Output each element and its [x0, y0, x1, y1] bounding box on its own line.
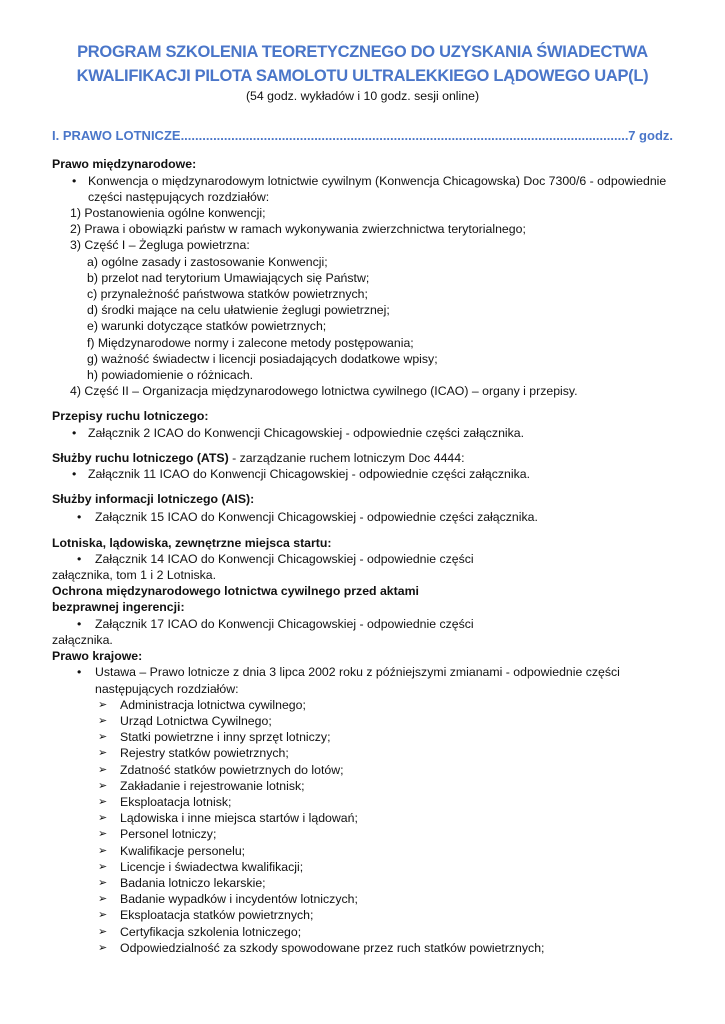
chapter-item: ➢ Badanie wypadków i incydentów lotniczych; [52, 891, 673, 907]
subtitle: (54 godz. wykładów i 10 godz. sesji online) [245, 89, 480, 103]
list-item: • Załącznik 17 ICAO do Konwencji Chicagowskiej - odpowiednie części [52, 616, 673, 632]
lettered-item: d) środki mające na celu ułatwienie żeglugi powietrznej; [87, 303, 390, 318]
section-heading [52, 128, 673, 144]
heading-line: Ochrona międzynarodowego lotnictwa cywilnego przed aktami [52, 584, 419, 599]
list-item-continuation: załącznika. [52, 632, 113, 647]
heading-security [52, 583, 673, 615]
heading-rules: Przepisy ruchu lotniczego: [52, 409, 209, 424]
lettered-item: f) Międzynarodowe normy i zalecone metody postępowania; [87, 335, 414, 350]
chapter-item: ➢ Kwalifikacje personelu; [52, 843, 673, 859]
chapter-item: ➢ Administracja lotnictwa cywilnego; [52, 697, 673, 713]
heading-intl: Prawo międzynarodowe: [52, 157, 197, 172]
title-line: PROGRAM SZKOLENIA TEORETYCZNEGO DO UZYSKANIA ŚWIADECTWA [77, 43, 648, 61]
list-item: • Załącznik 2 ICAO do Konwencji Chicagowskiej - odpowiednie części załącznika. [52, 425, 673, 441]
heading-ats-bold: Służby ruchu lotniczego (ATS) [52, 450, 229, 465]
section-label: I. PRAWO LOTNICZE [52, 128, 181, 144]
lettered-item: h) powiadomienie o różnicach. [87, 368, 254, 383]
chapter-item: ➢ Zakładanie i rejestrowanie lotnisk; [52, 778, 673, 794]
numbered-item: 2) Prawa i obowiązki państw w ramach wykonywania zwierzchnictwa terytorialnego; [70, 222, 526, 237]
numbered-item: 1) Postanowienia ogólne konwencji; [70, 206, 266, 221]
lettered-item: a) ogólne zasady i zastosowanie Konwencji; [87, 254, 328, 269]
document-title [52, 40, 673, 88]
chapter-item: ➢ Eksploatacja statków powietrznych; [52, 907, 673, 923]
heading-ais: Służby informacji lotniczego (AIS): [52, 492, 255, 507]
list-item: • Załącznik 11 ICAO do Konwencji Chicagowskiej - odpowiednie części załącznika. [52, 466, 673, 482]
chapter-item: ➢ Eksploatacja lotnisk; [52, 794, 673, 810]
heading-ats-rest: - zarządzanie ruchem lotniczym Doc 4444: [228, 450, 465, 465]
heading-line: bezprawnej ingerencji: [52, 600, 185, 615]
leader-dots [181, 128, 629, 144]
heading-national: Prawo krajowe: [52, 649, 143, 664]
chapter-item: ➢ Statki powietrzne i inny sprzęt lotniczy; [52, 729, 673, 745]
list-item: • Konwencja o międzynarodowym lotnictwie cywilnym (Konwencja Chicagowska) Doc 7300/6 - odpowiednie części następujących rozdziałów: [52, 173, 673, 205]
chapter-item: ➢ Lądowiska i inne miejsca startów i lądowań; [52, 810, 673, 826]
chapter-item: ➢ Rejestry statków powietrznych; [52, 745, 673, 761]
lettered-item: c) przynależność państwowa statków powietrznych; [87, 287, 368, 302]
list-item-continuation: załącznika, tom 1 i 2 Lotniska. [52, 568, 217, 583]
heading-aerodromes: Lotniska, lądowiska, zewnętrzne miejsca startu: [52, 535, 332, 550]
chapter-item: ➢ Urząd Lotnictwa Cywilnego; [52, 713, 673, 729]
chapter-item: ➢ Licencje i świadectwa kwalifikacji; [52, 859, 673, 875]
heading-ats [52, 450, 673, 466]
chapter-item: ➢ Odpowiedzialność za szkody spowodowane przez ruch statków powietrznych; [52, 940, 673, 956]
section-hours: 7 godz. [628, 128, 673, 144]
chapter-item: ➢ Badania lotniczo lekarskie; [52, 875, 673, 891]
list-item: • Załącznik 14 ICAO do Konwencji Chicagowskiej - odpowiednie części [52, 551, 673, 567]
numbered-item: 4) Część II – Organizacja międzynarodowego lotnictwa cywilnego (ICAO) – organy i przepisy. [70, 384, 578, 399]
title-line: KWALIFIKACJI PILOTA SAMOLOTU ULTRALEKKIEGO LĄDOWEGO UAP(L) [76, 67, 649, 85]
lettered-item: e) warunki dotyczące statków powietrznych; [87, 319, 327, 334]
lettered-item: b) przelot nad terytorium Umawiających się Państw; [87, 270, 370, 285]
chapter-item: ➢ Certyfikacja szkolenia lotniczego; [52, 924, 673, 940]
list-item: • Ustawa – Prawo lotnicze z dnia 3 lipca 2002 roku z późniejszymi zmianami - odpowiednie części następujących rozdziałów: [52, 664, 673, 696]
list-item: • Załącznik 15 ICAO do Konwencji Chicagowskiej - odpowiednie części załącznika. [52, 509, 673, 525]
chapter-item: ➢ Personel lotniczy; [52, 826, 673, 842]
lettered-item: g) ważność świadectw i licencji posiadających dodatkowe wpisy; [87, 351, 438, 366]
chapter-item: ➢ Zdatność statków powietrznych do lotów; [52, 762, 673, 778]
numbered-item: 3) Część I – Żegluga powietrzna: [70, 238, 250, 253]
